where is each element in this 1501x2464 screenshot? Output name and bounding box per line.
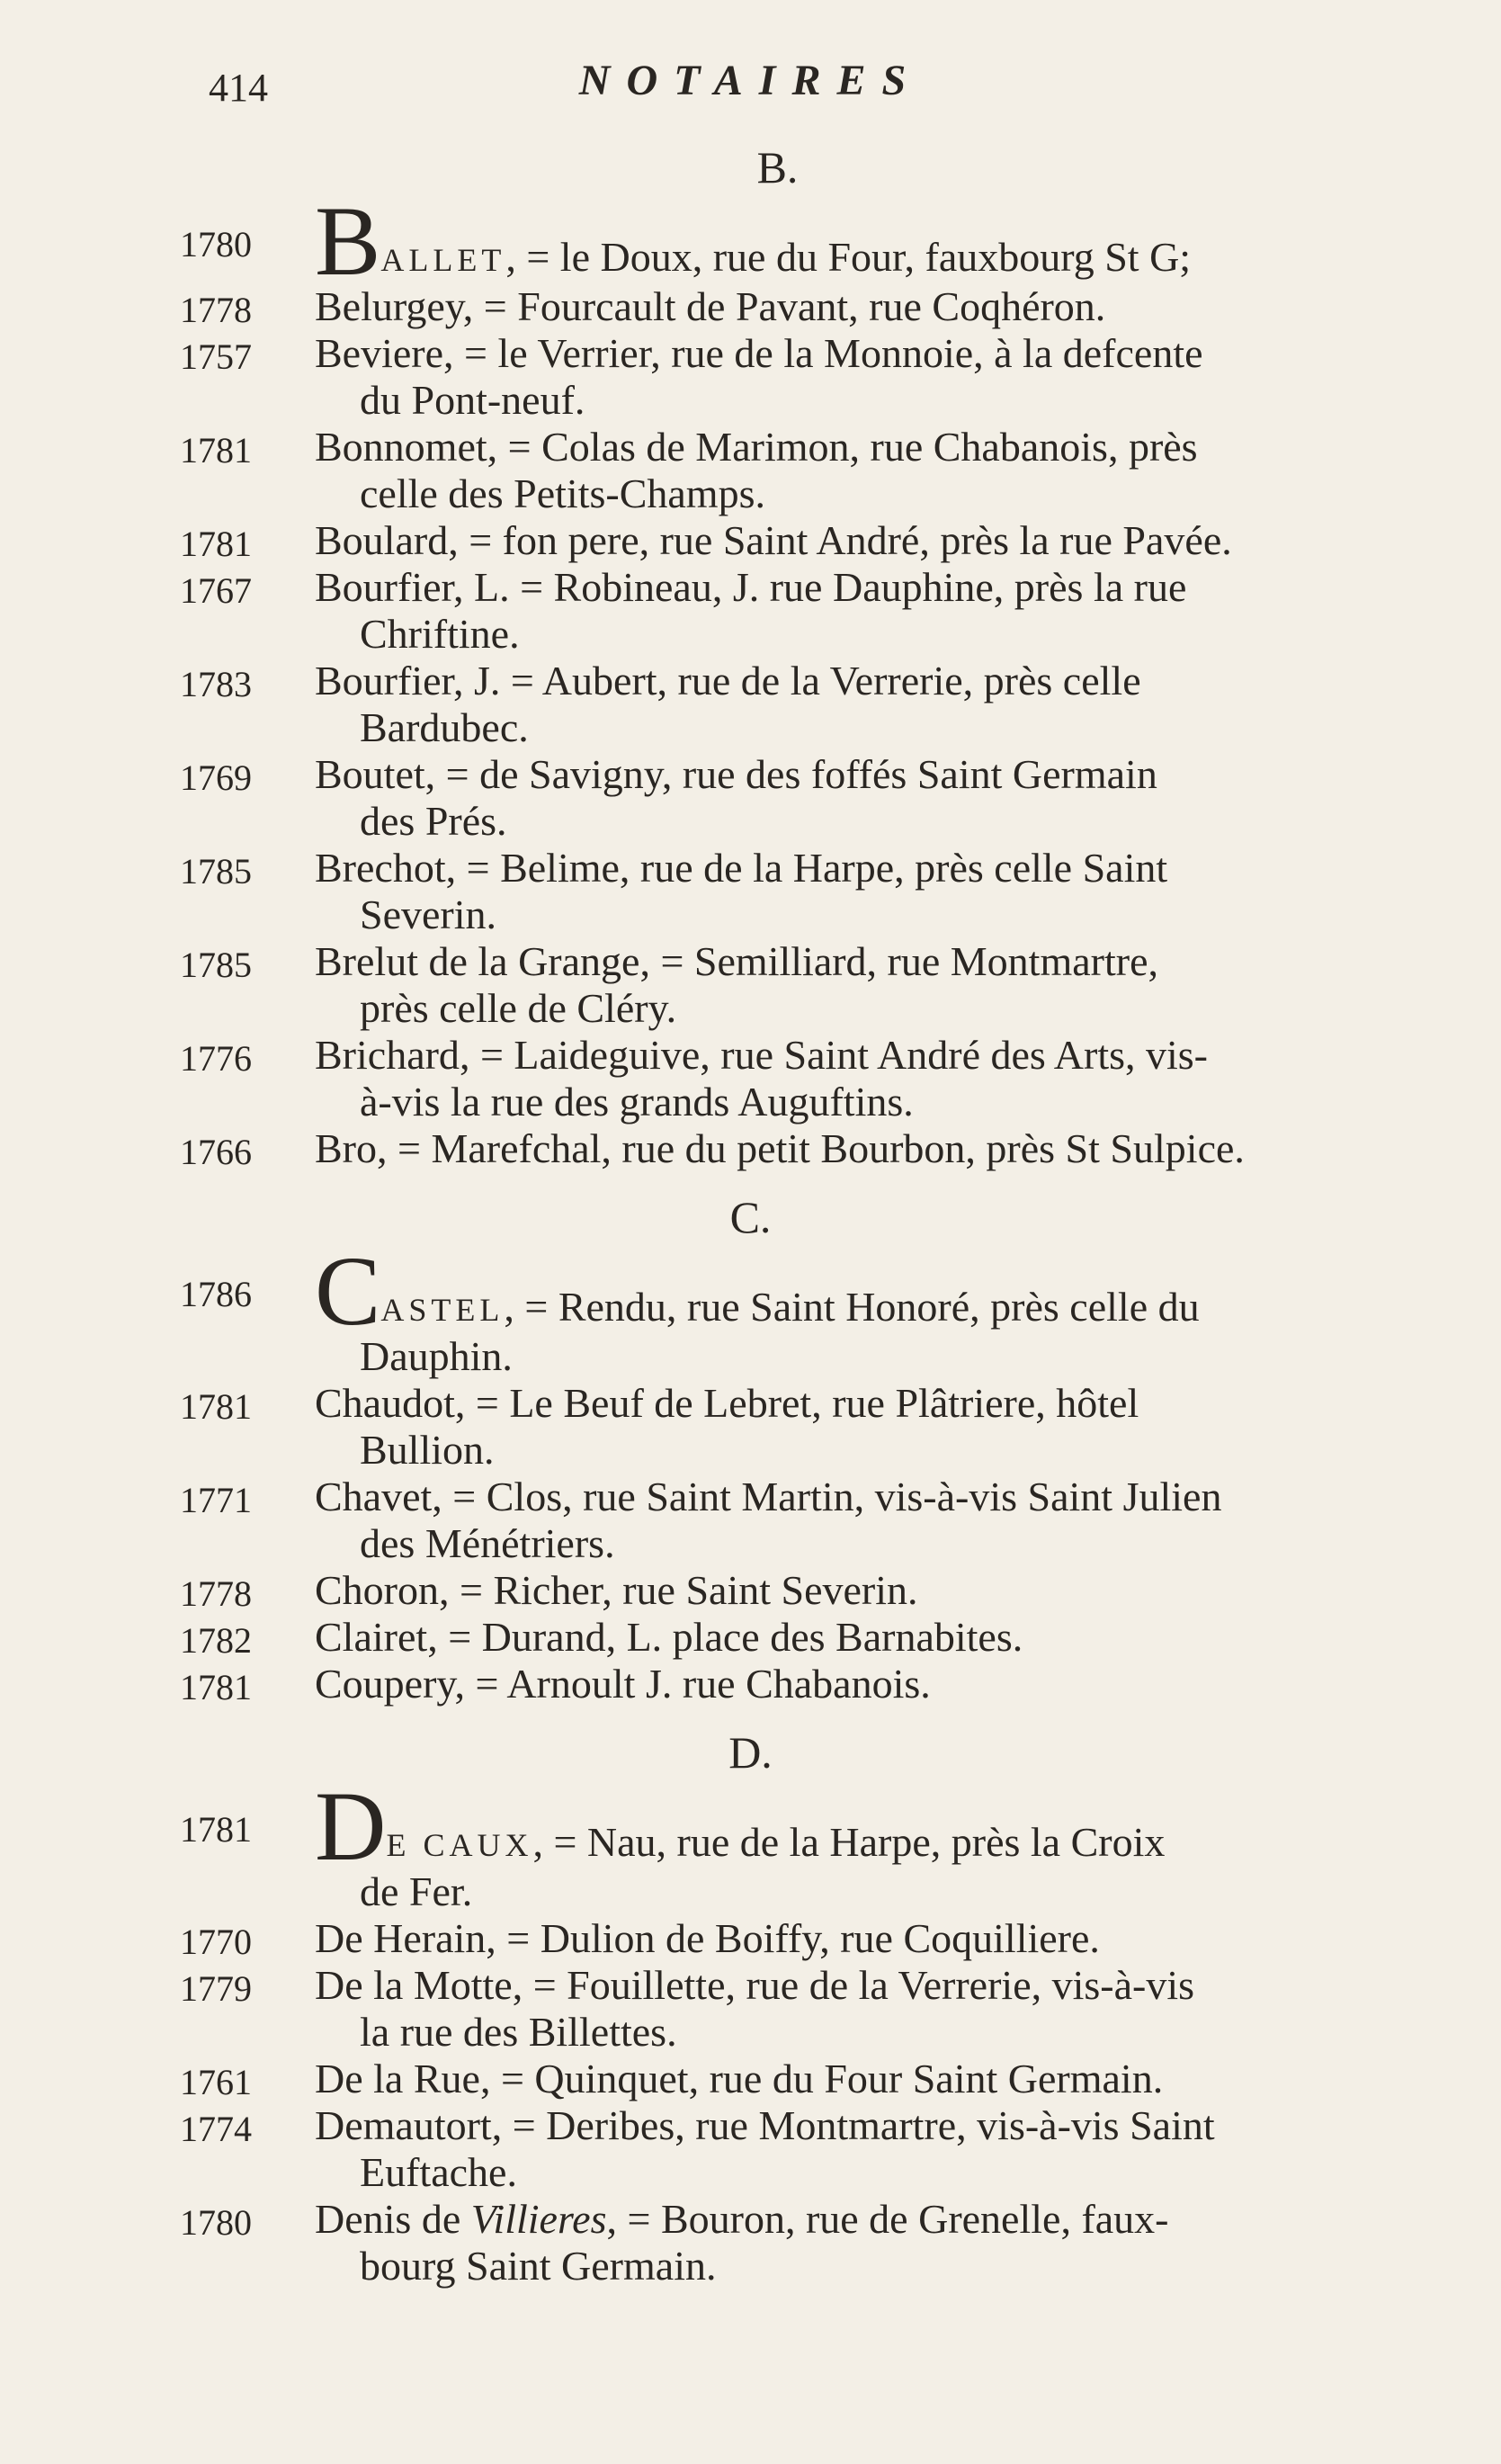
notary-entry	[0, 1661, 1501, 1707]
entry-name: Boutet	[315, 751, 425, 797]
notary-entry	[0, 1125, 1501, 1172]
entry-year: 1785	[180, 851, 252, 892]
entry-name: Choron	[315, 1567, 439, 1613]
entry-address: , = Rendu, rue Saint Honoré, près celle du	[504, 1284, 1200, 1330]
entry-continuation: bourg Saint Germain.	[360, 2243, 717, 2289]
entry-continuation: celle des Petits-Champs.	[360, 470, 765, 516]
section-letter: B.	[756, 142, 799, 193]
notary-entry	[0, 751, 1501, 845]
entry-name: De la Rue	[315, 2056, 480, 2101]
entry-name: De la Motte	[315, 1962, 513, 2008]
entry-name: Demautort	[315, 2102, 492, 2148]
entry-name: ASTEL	[380, 1292, 505, 1328]
notary-entry	[0, 2056, 1501, 2102]
entry-continuation: Bardubec.	[360, 704, 529, 750]
entry-year: 1767	[180, 570, 252, 611]
entry-year: 1782	[180, 1620, 252, 1661]
entry-address: , = Marefchal, rue du petit Bourbon, près St Sulpice.	[377, 1125, 1245, 1171]
notary-entry	[0, 845, 1501, 938]
entry-year: 1781	[180, 1386, 252, 1427]
entry-address: , = Clos, rue Saint Martin, vis-à-vis Saint Julien	[432, 1474, 1222, 1519]
entry-name: Brelut de la Grange	[315, 938, 640, 984]
entry-year: 1781	[180, 430, 252, 470]
entry-name: Boulard	[315, 517, 449, 563]
notary-entry	[0, 658, 1501, 751]
entry-address: , = Nau, rue de la Harpe, près la Croix	[532, 1819, 1166, 1865]
entry-year: 1780	[180, 224, 252, 264]
entry-name: Bourfier, L.	[315, 564, 510, 610]
entry-continuation: Euftache.	[360, 2149, 517, 2195]
entry-address: , = Laideguive, rue Saint André des Arts, vis-	[459, 1032, 1209, 1078]
document-body	[0, 135, 1501, 2302]
entry-name: Bro	[315, 1125, 377, 1171]
entry-name: Bonnomet	[315, 424, 487, 470]
entry-address: , = Colas de Marimon, rue Chabanois, près	[487, 424, 1198, 470]
entry-name: E CAUX	[386, 1827, 533, 1863]
notary-entry	[0, 1567, 1501, 1614]
entry-name: Coupery	[315, 1661, 455, 1707]
entry-address: = Robineau, J. rue Dauphine, près la rue	[509, 564, 1187, 610]
entry-year: 1785	[180, 945, 252, 985]
entry-year: 1757	[180, 336, 252, 377]
entry-year: 1779	[180, 1968, 252, 2009]
entry-name: ALLET	[380, 242, 506, 278]
section-gap	[0, 2289, 1501, 2302]
notary-entry	[0, 1771, 1501, 1915]
entry-address: , = Semilliard, rue Montmartre,	[639, 938, 1158, 984]
notary-entry	[0, 564, 1501, 658]
notary-entry	[0, 330, 1501, 424]
entry-continuation: Chriftine.	[360, 611, 520, 657]
entry-continuation: près celle de Cléry.	[360, 985, 677, 1031]
entry-continuation: du Pont-neuf.	[360, 377, 585, 423]
entry-year: 1781	[180, 1667, 252, 1707]
entry-address: , = Fouillette, rue de la Verrerie, vis-à-vis	[512, 1962, 1195, 2008]
entry-name: Chaudot	[315, 1380, 455, 1426]
entry-year: 1769	[180, 757, 252, 798]
section-letter: D.	[728, 1727, 773, 1778]
page-number: 414	[209, 66, 268, 110]
entry-continuation: Severin.	[360, 892, 497, 937]
entry-name: De Herain	[315, 1915, 487, 1961]
entry-address: , = Fourcault de Pavant, rue Coqhéron.	[462, 283, 1106, 329]
page-header	[0, 56, 1501, 110]
notary-entry	[0, 186, 1501, 296]
entry-name: Beviere	[315, 330, 444, 376]
entry-continuation: des Ménétriers.	[360, 1520, 615, 1566]
entry-name: Clairet	[315, 1614, 428, 1660]
entry-year: 1778	[180, 1573, 252, 1614]
entry-continuation: de Fer.	[360, 1868, 473, 1914]
entry-year: 1776	[180, 1038, 252, 1079]
entry-address: , = le Doux, rue du Four, fauxbourg St G;	[505, 234, 1192, 280]
entry-address: , = Bouron, rue de Grenelle, faux-	[606, 2196, 1169, 2242]
drop-initial: D	[315, 1771, 387, 1881]
entry-name: Chavet	[315, 1474, 433, 1519]
entry-name: Denis de	[315, 2196, 471, 2242]
entry-continuation: Bullion.	[360, 1427, 495, 1473]
entry-name: Brechot	[315, 845, 446, 891]
entry-year: 1770	[180, 1922, 252, 1962]
entry-year: 1781	[180, 524, 252, 564]
entry-name: Bourfier, J.	[315, 658, 501, 703]
entry-continuation: à-vis la rue des grands Auguftins.	[360, 1079, 914, 1124]
notary-entry	[0, 1962, 1501, 2056]
entry-address: , = Durand, L. place des Barnabites.	[427, 1614, 1023, 1660]
notary-entry	[0, 1915, 1501, 1962]
notary-entry	[0, 1236, 1501, 1380]
notary-entry	[0, 938, 1501, 1032]
entry-address: , = Belime, rue de la Harpe, près celle Saint	[445, 845, 1168, 891]
entry-address: , = le Verrier, rue de la Monnoie, à la defcente	[443, 330, 1203, 376]
entry-address: , = fon pere, rue Saint André, près la rue Pavée.	[448, 517, 1232, 563]
entry-address: , = Quinquet, rue du Four Saint Germain.	[479, 2056, 1164, 2101]
entry-year: 1783	[180, 664, 252, 704]
entry-address: , = Deribes, rue Montmartre, vis-à-vis Saint	[491, 2102, 1215, 2148]
entry-address: , = Richer, rue Saint Severin.	[439, 1567, 918, 1613]
notary-entry	[0, 517, 1501, 564]
entry-name: Belurgey	[315, 283, 463, 329]
section-letter: C.	[729, 1192, 772, 1242]
entry-name: Brichard	[315, 1032, 460, 1078]
entry-address: , = Le Beuf de Lebret, rue Plâtriere, hôtel	[454, 1380, 1139, 1426]
notary-entry	[0, 1032, 1501, 1125]
entry-year: 1780	[180, 2202, 252, 2243]
drop-initial: C	[315, 1236, 381, 1346]
entry-year: 1778	[180, 290, 252, 330]
running-title: NOTAIRES	[578, 57, 923, 104]
notary-entry	[0, 283, 1501, 330]
drop-initial: B	[315, 186, 381, 296]
notary-entry	[0, 1474, 1501, 1567]
entry-year: 1781	[180, 1809, 252, 1850]
entry-address: , = Arnoult J. rue Chabanois.	[454, 1661, 931, 1707]
entry-address: , = Dulion de Boiffy, rue Coquilliere.	[486, 1915, 1100, 1961]
entry-name-italic: Villieres	[470, 2196, 607, 2242]
entry-year: 1766	[180, 1132, 252, 1172]
entry-continuation: la rue des Billettes.	[360, 2009, 677, 2055]
notary-entry	[0, 2196, 1501, 2289]
entry-year: 1774	[180, 2109, 252, 2149]
entry-year: 1761	[180, 2062, 252, 2102]
entry-continuation: des Prés.	[360, 798, 507, 844]
notary-entry	[0, 1380, 1501, 1474]
entry-continuation: Dauphin.	[360, 1333, 513, 1379]
entry-year: 1771	[180, 1480, 252, 1520]
notary-entry	[0, 2102, 1501, 2196]
notary-entry	[0, 424, 1501, 517]
entry-address: , = de Savigny, rue des foffés Saint Germain	[424, 751, 1157, 797]
entry-year: 1786	[180, 1274, 252, 1314]
notary-entry	[0, 1614, 1501, 1661]
entry-address: = Aubert, rue de la Verrerie, près celle	[500, 658, 1141, 703]
